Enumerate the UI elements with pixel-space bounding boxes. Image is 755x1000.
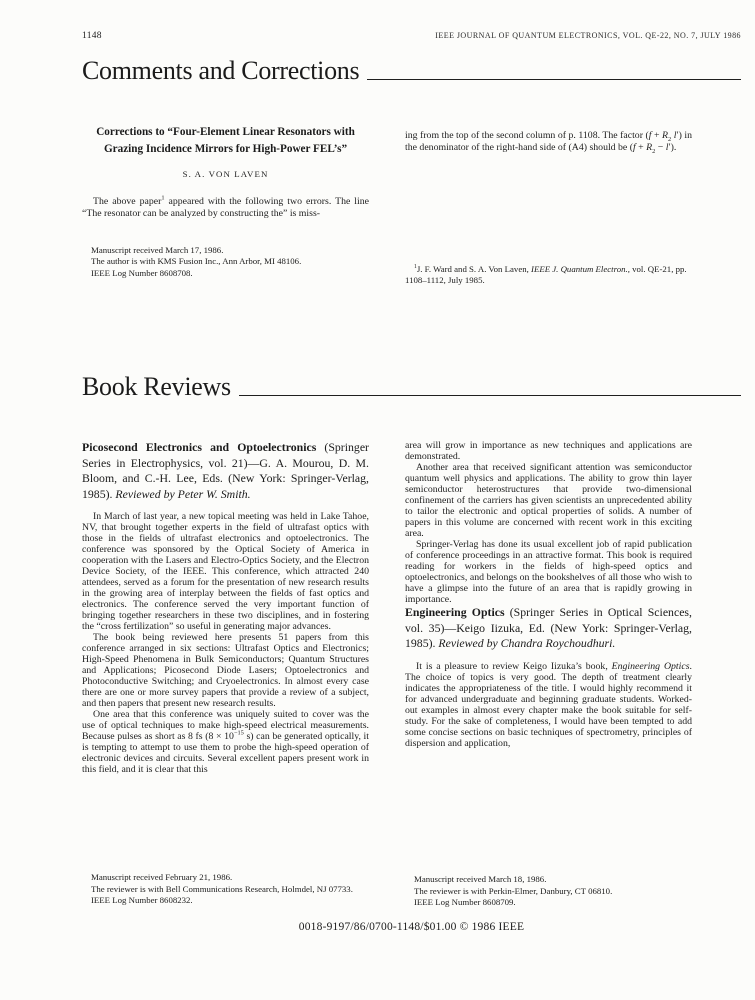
correction-author: S. A. VON LAVEN <box>182 169 269 179</box>
reviews-right-column <box>405 440 692 925</box>
review1-paragraph-2: The book being reviewed here presents 51 papers from this conference arranged in six sections: Ultrafast Optics and Electronics; High-Speed Phenomena in Bulk Semiconductors; Quantum Structures and Applications; Picosecond Diode Lasers; Optoelectronics and Photoconductive Switching; and Cryoelectronics. In almost every case there are one or more survey papers that provide a review of a subject, and then papers that present new research results. <box>82 632 369 710</box>
comments-section-heading <box>82 56 741 86</box>
footnote-reviewer-affiliation: The reviewer is with Bell Communications Research, Holmdel, NJ 07733. <box>91 883 353 894</box>
review1-footnotes <box>82 872 369 907</box>
review1-paragraph-5: Springer-Verlag has done its usual excellent job of rapid publication of conference proceedings in an attractive format. This book is required reading for workers in the fields of high-speed optics and optoelectronics, and belongs on the bookshelves of all those who wish to have a glimpse into the future of an area that is rapidly growing in importance. <box>405 539 692 605</box>
correction-body-right: ing from the top of the second column of p. 1108. The factor ($f + R_2$ l′) in the denominator of the right-hand side of (A4) should be $(f + R_2 - l')$. <box>405 130 692 155</box>
correction-reference-block <box>405 264 692 287</box>
page-footer-copyright: 0018-9197/86/0700-1148/$01.00 © 1986 IEEE <box>298 921 525 933</box>
page-header <box>82 31 741 41</box>
review2-paragraph-1: It is a pleasure to review Keigo Iizuka’s book, Engineering Optics. The choice of topics is very good. The depth of treatment clearly indicates the appropriateness of the title. I would highly recommend it for advanced undergraduate and beginning graduate students. Worked-out examples in almost every chapter make the book suitable for self-study. For the sake of completeness, I would have been tempted to add some concise sections on basic techniques of spectrometry, principles of dispersion and application, <box>405 660 692 749</box>
correction-body-left: The above paper$^1$ appeared with the following two errors. The line “The resonator can be analyzed by constructing the” is miss- <box>82 194 369 219</box>
review2-heading: Engineering Optics (Springer Series in Optical Sciences, vol. 35)—Keigo Iizuka, Ed. (New York: Springer-Verlag, 1985). Reviewed by Chandra Roychoudhuri. <box>405 605 692 651</box>
footnote-manuscript-received: Manuscript received March 17, 1986. <box>91 244 224 255</box>
reviews-columns <box>82 440 692 925</box>
page-number: 1148 <box>82 31 102 41</box>
footnote-ieee-log-number: IEEE Log Number 8608232. <box>91 895 193 906</box>
comments-right-column <box>405 124 692 287</box>
comments-columns <box>82 124 692 287</box>
footnote-reviewer-affiliation: The reviewer is with Perkin-Elmer, Danbury, CT 06810. <box>414 885 613 896</box>
footnote-author-affiliation: The author is with KMS Fusion Inc., Ann Arbor, MI 48106. <box>91 256 302 267</box>
reviews-left-column <box>82 440 369 925</box>
footnote-manuscript-received: Manuscript received February 21, 1986. <box>91 872 233 882</box>
review1-paragraph-3: One area that this conference was uniquely suited to cover was the use of optical techniques to make high-speed electrical measurements. Because pulses as short as 8 fs ($8 \times 10^{-15}$ s) can be generated optically, it is tempting to attempt to use them to probe the high-speed operation of electronic devices and circuits. Several excellent papers present work in this field, and it is clear that this <box>82 709 369 776</box>
section-title-comments: Comments and Corrections <box>82 56 360 85</box>
reviews-section-heading <box>82 372 741 402</box>
section-title-reviews: Book Reviews <box>82 372 231 401</box>
comments-left-column <box>82 124 369 287</box>
footnote-ieee-log-number: IEEE Log Number 8608709. <box>414 897 516 908</box>
reference-citation: $^1$J. F. Ward and S. A. Von Laven, IEEE J. Quantum Electron., vol. QE-21, pp. 1108–1112, July 1985. <box>405 263 687 286</box>
review2-footnotes <box>405 874 692 909</box>
review1-paragraph-1: In March of last year, a new topical meeting was held in Lake Tahoe, NV, that brought together experts in the field of ultrafast optics with those in the fields of ultrafast electronics and optoelectronics. The conference was sponsored by the Optical Society of America in cooperation with the Lasers and Electro-Optics Society, and the Electron Device Society, of the IEEE. This conference, which attracted 240 attendees, served as a forum for the presentation of new research results in the growing area of interplay between the fields of fast optics and electronics. The conference served the very important function of bringing together researchers in these two disciplines, and in fostering the “cross fertilization” so useful in generating major advances. <box>82 511 369 633</box>
review1-paragraph-4: Another area that received significant attention was semiconductor quantum well physics and applications. The ability to grow thin layer semiconductor heterostructures that provide two-dimensional confinement of the carriers has given scientists an unprecedented ability to tailor the electronic and optical properties of solids. A number of papers in this volume are concerned with recent work in this exciting area. <box>405 462 692 539</box>
journal-title-line: IEEE JOURNAL OF QUANTUM ELECTRONICS, VOL. QE-22, NO. 7, JULY 1986 <box>435 31 741 40</box>
comments-heading-rule <box>367 79 741 80</box>
review1-heading: Picosecond Electronics and Optoelectronics (Springer Series in Electrophysics, vol. 21)—G. A. Mourou, D. M. Bloom, and C.-H. Lee, Eds. (New York: Springer-Verlag, 1985). Reviewed by Peter W. Smith. <box>82 440 369 501</box>
correction-footnotes <box>82 245 369 280</box>
reviews-heading-rule <box>239 395 741 396</box>
review1-paragraph-3-continued: area will grow in importance as new techniques and applications are demonstrated. <box>405 440 692 462</box>
correction-article-title: Corrections to “Four-Element Linear Resonators with Grazing Incidence Mirrors for High-Power FEL’s” <box>96 126 355 155</box>
footnote-ieee-log-number: IEEE Log Number 8608708. <box>91 267 193 278</box>
footnote-manuscript-received: Manuscript received March 18, 1986. <box>414 874 547 884</box>
